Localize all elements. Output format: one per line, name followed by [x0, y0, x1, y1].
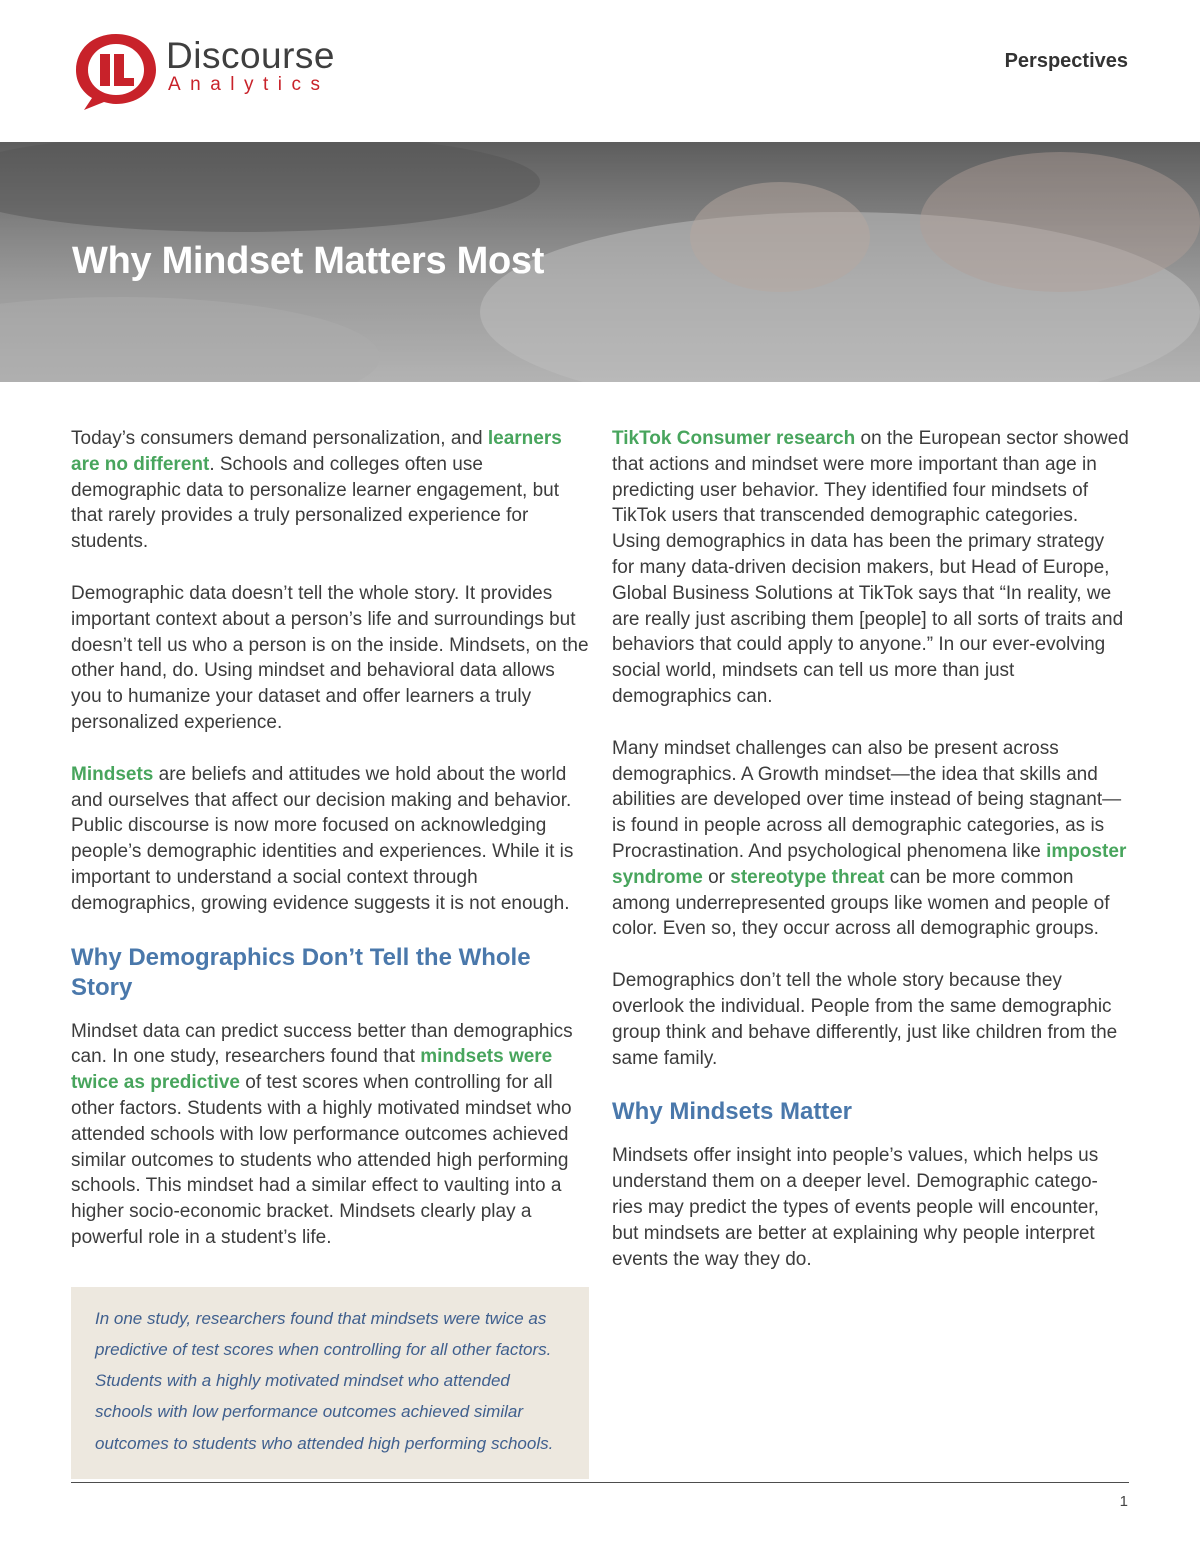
mindsets-paragraph — [71, 762, 589, 917]
hero-banner — [0, 142, 1200, 382]
intro-text-2: . Schools and colleges often use demographic data to personalize learner engagement, but that rarely provides a truly personalized experience for students. — [71, 453, 559, 553]
intro-paragraph — [71, 426, 589, 555]
challenges-paragraph — [612, 736, 1130, 942]
speech-bubble-logo-icon — [70, 30, 162, 112]
challenges-text-1: Many mindset challenges can also be present across demographics. A Growth mindset—the idea that skills and abilities are developed over time instead of being stagnant—is found in people across all demographic categories, as is Procrastination. And psychological phenomena like — [612, 737, 1122, 862]
stereotype-threat-link[interactable]: stereotype threat — [730, 866, 885, 888]
study-text-2: of test scores when controlling for all other factors. Students with a highly motivated mindset who attended schools with low performance outcomes achieved similar outcomes to students who attended high performing schools. This mindset had a similar effect to vaulting into a higher socio-economic bracket. Mindsets clearly play a powerful role in a student’s life. — [71, 1072, 572, 1248]
twice-predictive-link[interactable]: mindsets were twice as predictive — [71, 1046, 553, 1094]
individual-paragraph: Demographics don’t tell the whole story because they overlook the individual. People from the same demographic group think and behave differently, just like children from the same family. — [612, 970, 1118, 1069]
study-text-1: Mindset data can predict success better than demographics can. In one study, researchers found that — [71, 1020, 573, 1068]
logo-wordmark: Discourse — [166, 35, 335, 76]
logo-subtitle: Analytics — [168, 74, 330, 95]
pull-quote: In one study, researchers found that mindsets were twice as predictive of test scores when controlling for all other factors. Students with a highly motivated mindset who attended schools with low performance outcomes achieved similar outcomes to students who attended high performing schools. — [71, 1287, 589, 1479]
tiktok-text: on the European sector showed that actions and mindset were more important than age in predicting user behavior. They identified four mindsets of TikTok users that transcended demographic categories. Using demographics in data has been the primary strategy for many data-driven decision makers, but Head of Europe, Global Business Solutions at TikTok says that “In reality, we are really just ascribing them [people] to all sorts of traits and behaviors that could apply to anyone.” In our ever-evolving social world, mindsets can tell us more than just demographics can. — [612, 428, 1129, 707]
tiktok-paragraph — [612, 426, 1130, 710]
section-label: Perspectives — [1004, 50, 1128, 72]
tiktok-research-link[interactable]: TikTok Consumer research — [612, 428, 856, 449]
challenges-text-2: or — [702, 866, 731, 888]
insight-paragraph: Mindsets offer insight into people’s values, which helps us understand them on a deeper level. Demographic catego- ries may predict the types of events people will encounter, but mindsets are better at explaining why people interpret events the way they do. — [612, 1145, 1099, 1270]
intro-text-1: Today’s consumers demand personalization, and — [71, 428, 488, 449]
section-heading-mindsets: Why Mindsets Matter — [612, 1098, 853, 1126]
page-header — [0, 0, 1200, 142]
discourse-analytics-logo — [70, 30, 360, 112]
demographic-paragraph: Demographic data doesn’t tell the whole story. It provides important context about a person’s life and surroundings but doesn’t tell us who a person is on the inside. Mindsets, on the other hand, do. Using mindset and behavioral data allows you to humanize your dataset and offer learners a truly personalized experience. — [71, 582, 589, 733]
page-number: 1 — [1119, 1493, 1128, 1510]
mindsets-text: are beliefs and attitudes we hold about the world and ourselves that affect our decision making and behavior. Public discourse is now more focused on acknowledging people’s demographic identities and experiences. While it is important to understand a social context through demographics, growing evidence suggests it is not enough. — [71, 763, 574, 914]
left-column — [71, 426, 589, 1479]
learners-link[interactable]: learners are no different — [71, 428, 562, 475]
mindsets-link[interactable]: Mindsets — [71, 763, 154, 785]
study-paragraph — [71, 1019, 589, 1251]
section-heading-demographics: Why Demographics Don’t Tell the Whole Story — [71, 943, 531, 1001]
right-column — [612, 426, 1130, 1298]
page-title: Why Mindset Matters Most — [72, 240, 545, 282]
footer-divider — [71, 1482, 1129, 1483]
imposter-syndrome-link[interactable]: imposter syndrome — [612, 840, 1127, 888]
challenges-text-3: can be more common among underrepresented groups like women and people of color. Even so, they occur across all demographic groups. — [612, 866, 1110, 940]
